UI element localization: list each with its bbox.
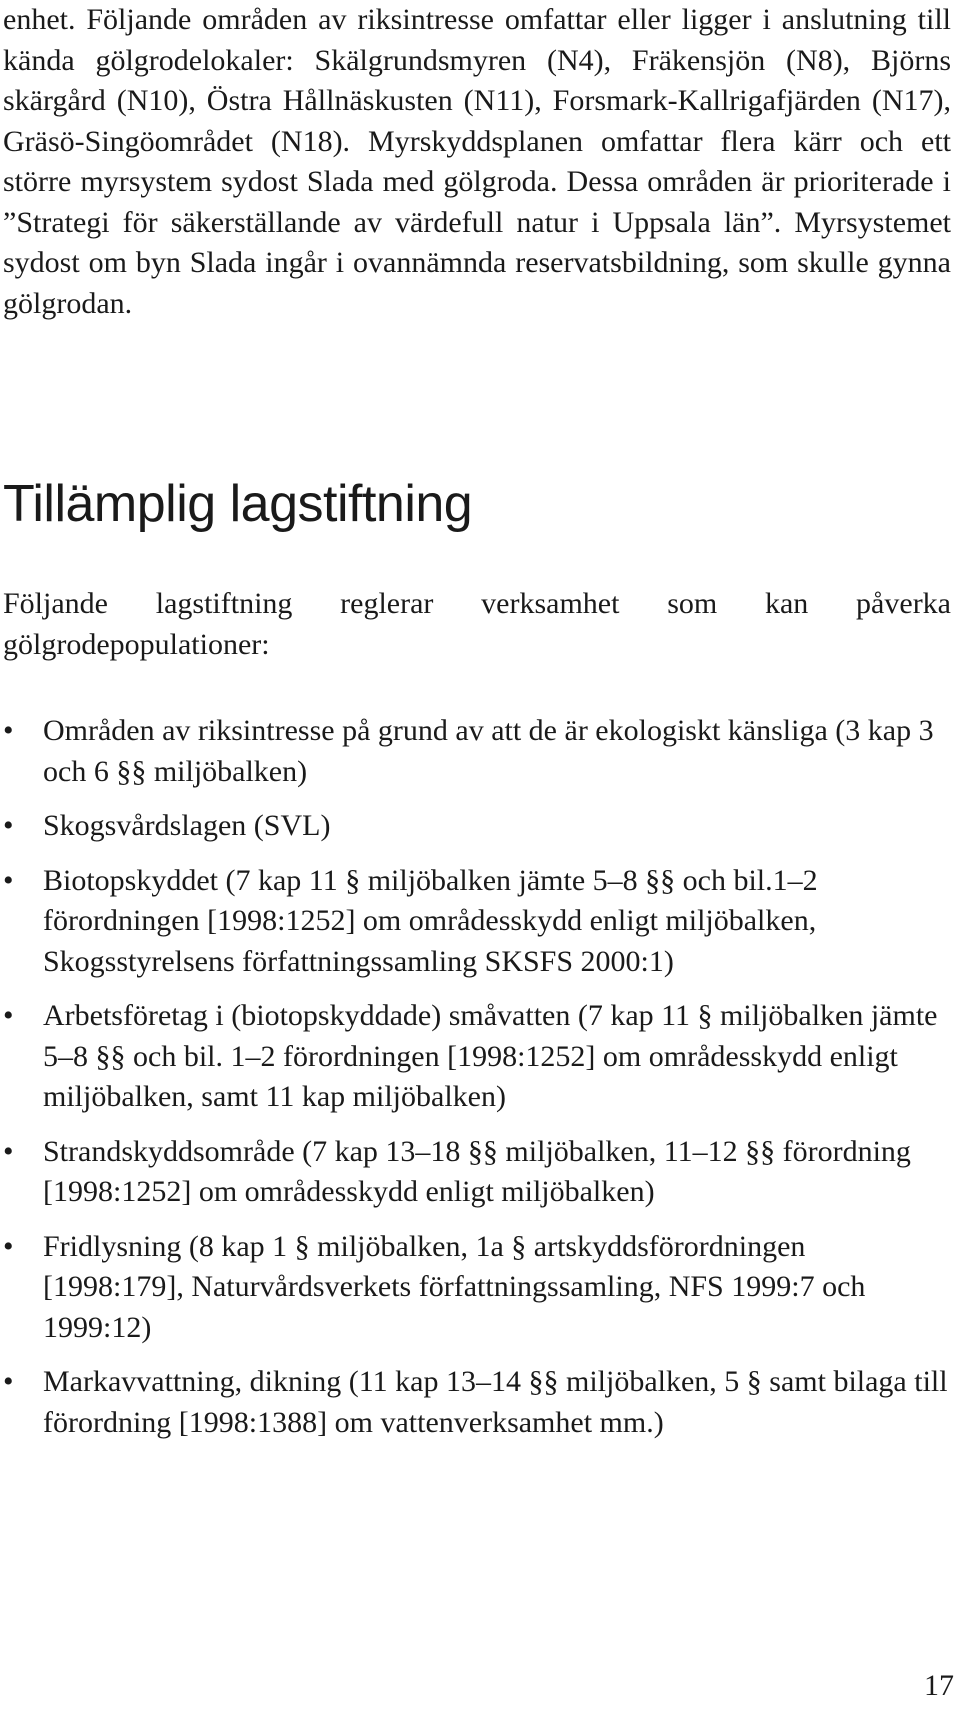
list-item [3, 996, 951, 1118]
bullet-icon: • [3, 1134, 14, 1168]
lead-paragraph: Följande lagstiftning reglerar verksamhet som kan påverka gölgrodepopulationer: [3, 587, 951, 661]
page-number: 17 [924, 1669, 954, 1702]
list-item [3, 861, 951, 983]
list-item-text: Arbetsföretag i (biotopskyddade) småvatten (7 kap 11 § miljöbalken jämte 5–8 §§ och bil. 1–2 förordningen [1998:1252] om områdesskydd enligt miljöbalken, samt 11 kap miljöbalken) [43, 999, 938, 1113]
legislation-list [3, 711, 951, 1457]
section-heading: Tillämplig lagstiftning [3, 475, 473, 533]
bullet-icon: • [3, 1229, 14, 1263]
list-item-text: Områden av riksintresse på grund av att de är ekologiskt känsliga (3 kap 3 och 6 §§ miljöbalken) [43, 714, 934, 788]
intro-section [3, 0, 951, 324]
intro-paragraph: enhet. Följande områden av riksintresse omfattar eller ligger i anslutning till kända gölgrodelokaler: Skälgrundsmyren (N4), Fräkensjön (N8), Björns skärgård (N10), Östra Hållnäskusten (N11), Forsmark-Kallrigafjärden (N17), Gräsö-Singöområdet (N18). Myrskyddsplanen omfattar flera kärr och ett större myrsystem sydost Slada med gölgroda. Dessa områden är prioriterade i ”Strategi för säkerställande av värdefull natur i Uppsala län”. Myrsystemet sydost om byn Slada ingår i ovannämnda reservatsbildning, som skulle gynna gölgrodan. [3, 3, 951, 320]
bullet-icon: • [3, 809, 14, 842]
list-item-text: Skogsvårdslagen (SVL) [43, 809, 331, 842]
list-item [3, 711, 951, 792]
list-item-text: Fridlysning (8 kap 1 § miljöbalken, 1a § artskyddsförordningen [1998:179], Naturvårdsverkets författningssamling, NFS 1999:7 och 1999:12) [43, 1229, 866, 1344]
bullet-icon: • [3, 1365, 14, 1398]
list-item [3, 806, 951, 847]
list-item-text: Strandskyddsområde (7 kap 13–18 §§ miljöbalken, 11–12 §§ förordning [1998:1252] om områdesskydd enligt miljöbalken) [43, 1134, 911, 1208]
list-item-text: Biotopskyddet (7 kap 11 § miljöbalken jämte 5–8 §§ och bil.1–2 förordningen [1998:1252] om områdesskydd enligt miljöbalken, Skogsstyrelsens författningssamling SKSFS 2000:1) [43, 863, 818, 978]
list-item-text: Markavvattning, dikning (11 kap 13–14 §§ miljöbalken, 5 § samt bilaga till förordning [1998:1388] om vattenverksamhet mm.) [43, 1365, 948, 1439]
list-item [3, 1227, 951, 1349]
bullet-icon: • [3, 999, 14, 1032]
bullet-icon: • [3, 863, 14, 897]
bullet-icon: • [3, 714, 14, 747]
list-item [3, 1362, 951, 1443]
lead-section [3, 584, 951, 665]
list-item [3, 1132, 951, 1213]
